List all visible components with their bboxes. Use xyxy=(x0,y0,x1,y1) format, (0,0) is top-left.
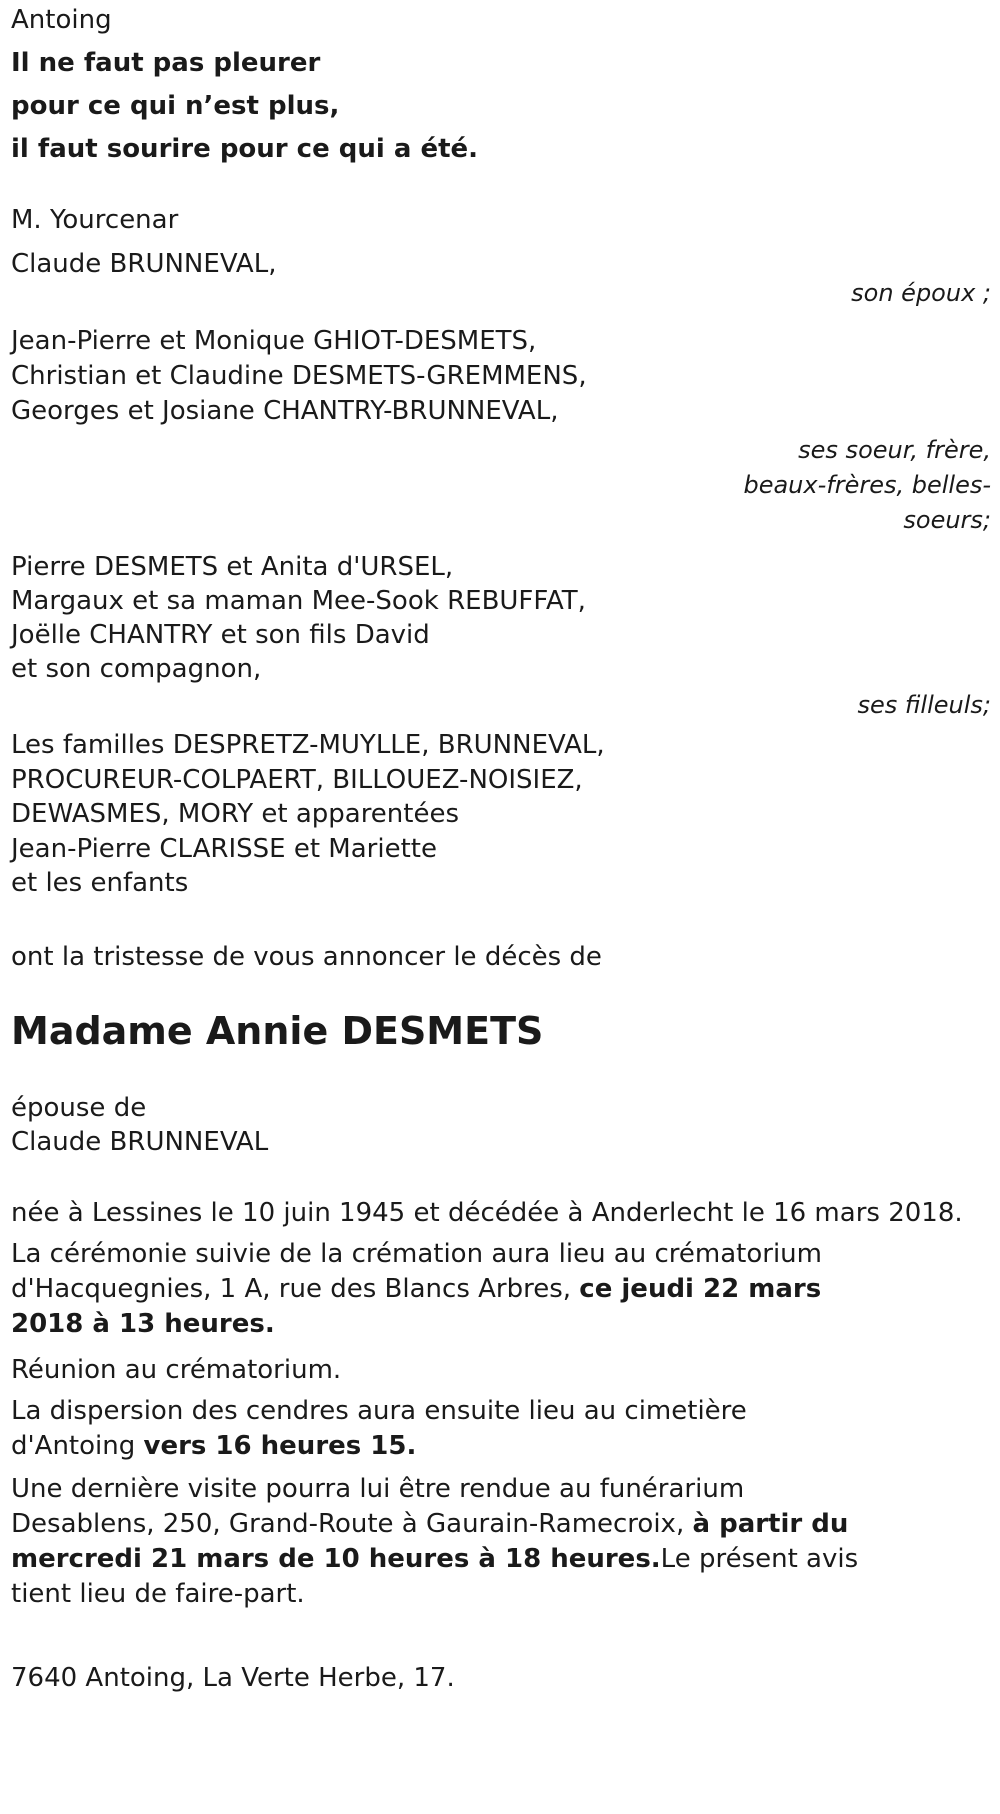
quote-line: pour ce qui n’est plus, xyxy=(11,91,340,121)
quote xyxy=(11,42,991,171)
ceremony-date: ce jeudi 22 mars 2018 à 13 heures. xyxy=(11,1273,822,1339)
family-name: Georges et Josiane CHANTRY-BRUNNEVAL, xyxy=(11,396,559,426)
quote-author: M. Yourcenar xyxy=(11,205,179,235)
family-name: DEWASMES, MORY et apparentées xyxy=(11,799,460,829)
place-heading: Antoing xyxy=(11,5,112,35)
family-name: Christian et Claudine DESMETS-GREMMENS, xyxy=(11,361,587,391)
visit-time: à partir du mercredi 21 mars de 10 heures à 18 heures. xyxy=(11,1508,849,1574)
family-name: Margaux et sa maman Mee-Sook REBUFFAT, xyxy=(11,586,586,616)
family-group-siblings xyxy=(11,324,991,538)
ceremony-text: La cérémonie suivie de la crémation aura lieu au crématorium d'Hacquegnies, 1 A, rue des Blancs Arbres, xyxy=(11,1238,822,1304)
spouse-name: Claude BRUNNEVAL xyxy=(11,1126,269,1157)
family-name: Jean-Pierre et Monique GHIOT-DESMETS, xyxy=(11,326,537,356)
quote-line: Il ne faut pas pleurer xyxy=(11,48,321,78)
relation-label: son époux ; xyxy=(851,279,991,307)
family-group-godchildren xyxy=(11,550,991,724)
announcement: ont la tristesse de vous annoncer le décès de xyxy=(11,941,602,972)
family-name: Joëlle CHANTRY et son fils David xyxy=(11,620,430,650)
ceremony-info xyxy=(11,1237,831,1342)
spouse-label: épouse de xyxy=(11,1092,147,1123)
dispersion-info xyxy=(11,1394,861,1464)
spouse-info xyxy=(11,1091,991,1159)
obituary-notice xyxy=(11,0,991,1698)
meeting-info: Réunion au crématorium. xyxy=(11,1354,342,1385)
family-name: PROCUREUR-COLPAERT, BILLOUEZ-NOISIEZ, xyxy=(11,764,583,795)
visit-text: Une dernière visite pourra lui être rendue au funérarium Desablens, 250, Grand-Route à Gaurain-Ramecroix, xyxy=(11,1473,745,1539)
birth-death-info: née à Lessines le 10 juin 1945 et décédée à Anderlecht le 16 mars 2018. xyxy=(11,1197,963,1228)
relation-label: ses filleuls; xyxy=(857,691,991,719)
dispersion-text: La dispersion des cendres aura ensuite lieu au cimetière d'Antoing xyxy=(11,1395,747,1461)
visit-note: Le présent avis tient lieu de faire-part. xyxy=(11,1543,859,1609)
relation-label: ses soeur, frère, xyxy=(798,436,991,464)
family-group-spouse xyxy=(11,242,991,312)
family-group-relatives xyxy=(11,728,991,901)
family-name: et son compagnon, xyxy=(11,654,262,684)
relation-label: soeurs; xyxy=(903,506,991,534)
visit-info xyxy=(11,1472,861,1612)
family-name: Jean-Pierre CLARISSE et Mariette xyxy=(11,833,437,864)
family-name: Pierre DESMETS et Anita d'URSEL, xyxy=(11,552,454,582)
address: 7640 Antoing, La Verte Herbe, 17. xyxy=(11,1662,455,1693)
family-name: et les enfants xyxy=(11,868,189,898)
quote-line: il faut sourire pour ce qui a été. xyxy=(11,134,479,164)
relation-label: beaux-frères, belles- xyxy=(743,471,991,499)
family-name: Les familles DESPRETZ-MUYLLE, BRUNNEVAL, xyxy=(11,730,605,760)
deceased-name: Madame Annie DESMETS xyxy=(11,1008,544,1053)
dispersion-time: vers 16 heures 15. xyxy=(143,1430,417,1461)
family-name: Claude BRUNNEVAL, xyxy=(11,249,277,279)
